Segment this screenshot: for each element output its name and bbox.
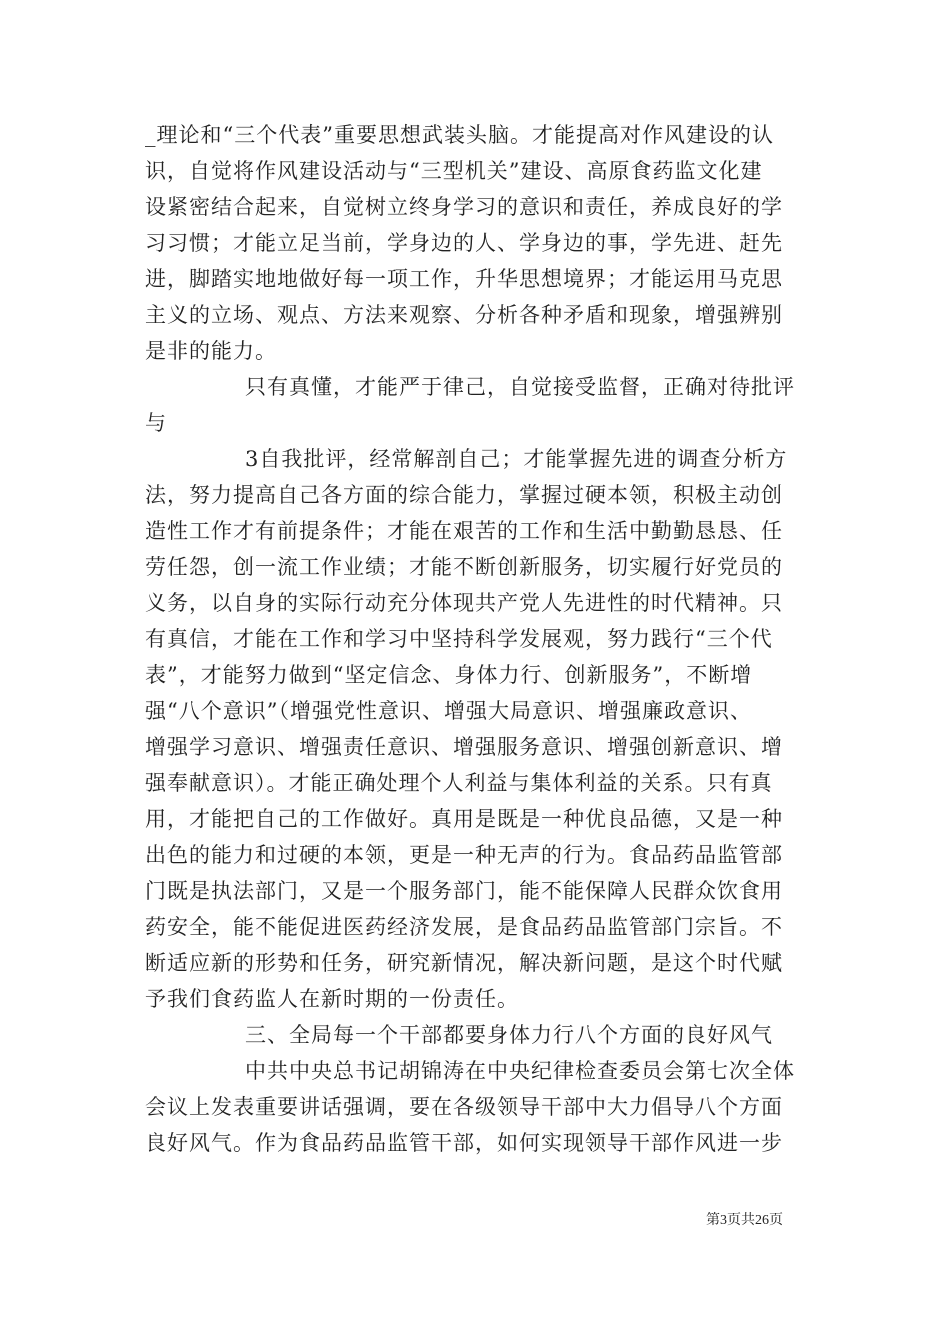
paragraph-start-line: 只有真懂，才能严于律己，自觉接受监督，正确对待批评: [245, 375, 795, 399]
text-line: 与: [145, 411, 167, 435]
text-line: 主义的立场、观点、方法来观察、分析各种矛盾和现象，增强辨别: [145, 303, 783, 327]
text-line: 进，脚踏实地地做好每一项工作，升华思想境界；才能运用马克思: [145, 267, 783, 291]
text-line: 造性工作才有前提条件；才能在艰苦的工作和生活中勤勤恳恳、任: [145, 519, 783, 543]
text-line: 会议上发表重要讲话强调，要在各级领导干部中大力倡导八个方面: [145, 1095, 783, 1119]
text-line: 设紧密结合起来，自觉树立终身学习的意识和责任，养成良好的学: [145, 195, 783, 219]
paragraph-start-line: 3自我批评，经常解剖自己；才能掌握先进的调查分析方: [245, 447, 788, 471]
body-text-block: [145, 117, 805, 1161]
text-line: 法，努力提高自己各方面的综合能力，掌握过硬本领，积极主动创: [145, 483, 783, 507]
text-line: 是非的能力。: [145, 339, 277, 363]
text-line: 门既是执法部门，又是一个服务部门，能不能保障人民群众饮食用: [145, 879, 783, 903]
text-line: 出色的能力和过硬的本领，更是一种无声的行为。食品药品监管部: [145, 843, 783, 867]
text-line: 良好风气。作为食品药品监管干部，如何实现领导干部作风进一步: [145, 1131, 783, 1155]
paragraph-start-line: 中共中央总书记胡锦涛在中央纪律检查委员会第七次全体: [245, 1059, 795, 1083]
text-line: 强奉献意识）。才能正确处理个人利益与集体利益的关系。只有真: [145, 771, 773, 795]
text-line: 习习惯；才能立足当前，学身边的人、学身边的事，学先进、赶先: [145, 231, 783, 255]
text-line: 药安全，能不能促进医药经济发展，是食品药品监管部门宗旨。不: [145, 915, 783, 939]
text-line: 予我们食药监人在新时期的一份责任。: [145, 987, 519, 1011]
text-line: 识，自觉将作风建设活动与“三型机关”建设、高原食药监文化建: [145, 159, 763, 183]
text-line: 强“八个意识”（增强党性意识、增强大局意识、增强廉政意识、: [145, 699, 752, 723]
text-line: 用，才能把自己的工作做好。真用是既是一种优良品德，又是一种: [145, 807, 783, 831]
section-heading: 三、全局每一个干部都要身体力行八个方面的良好风气: [245, 1023, 773, 1047]
text-line: 断适应新的形势和任务，研究新情况，解决新问题，是这个时代赋: [145, 951, 783, 975]
text-line: _理论和“三个代表”重要思想武装头脑。才能提高对作风建设的认: [145, 123, 774, 147]
page-number-footer: 第3页共26页: [706, 1213, 783, 1228]
text-line: 增强学习意识、增强责任意识、增强服务意识、增强创新意识、增: [145, 735, 783, 759]
text-line: 劳任怨，创一流工作业绩；才能不断创新服务，切实履行好党员的: [145, 555, 783, 579]
text-line: 表”，才能努力做到“坚定信念、身体力行、创新服务”，不断增: [145, 663, 753, 687]
text-line: 义务，以自身的实际行动充分体现共产党人先进性的时代精神。只: [145, 591, 783, 615]
text-line: 有真信，才能在工作和学习中坚持科学发展观，努力践行“三个代: [145, 627, 773, 651]
